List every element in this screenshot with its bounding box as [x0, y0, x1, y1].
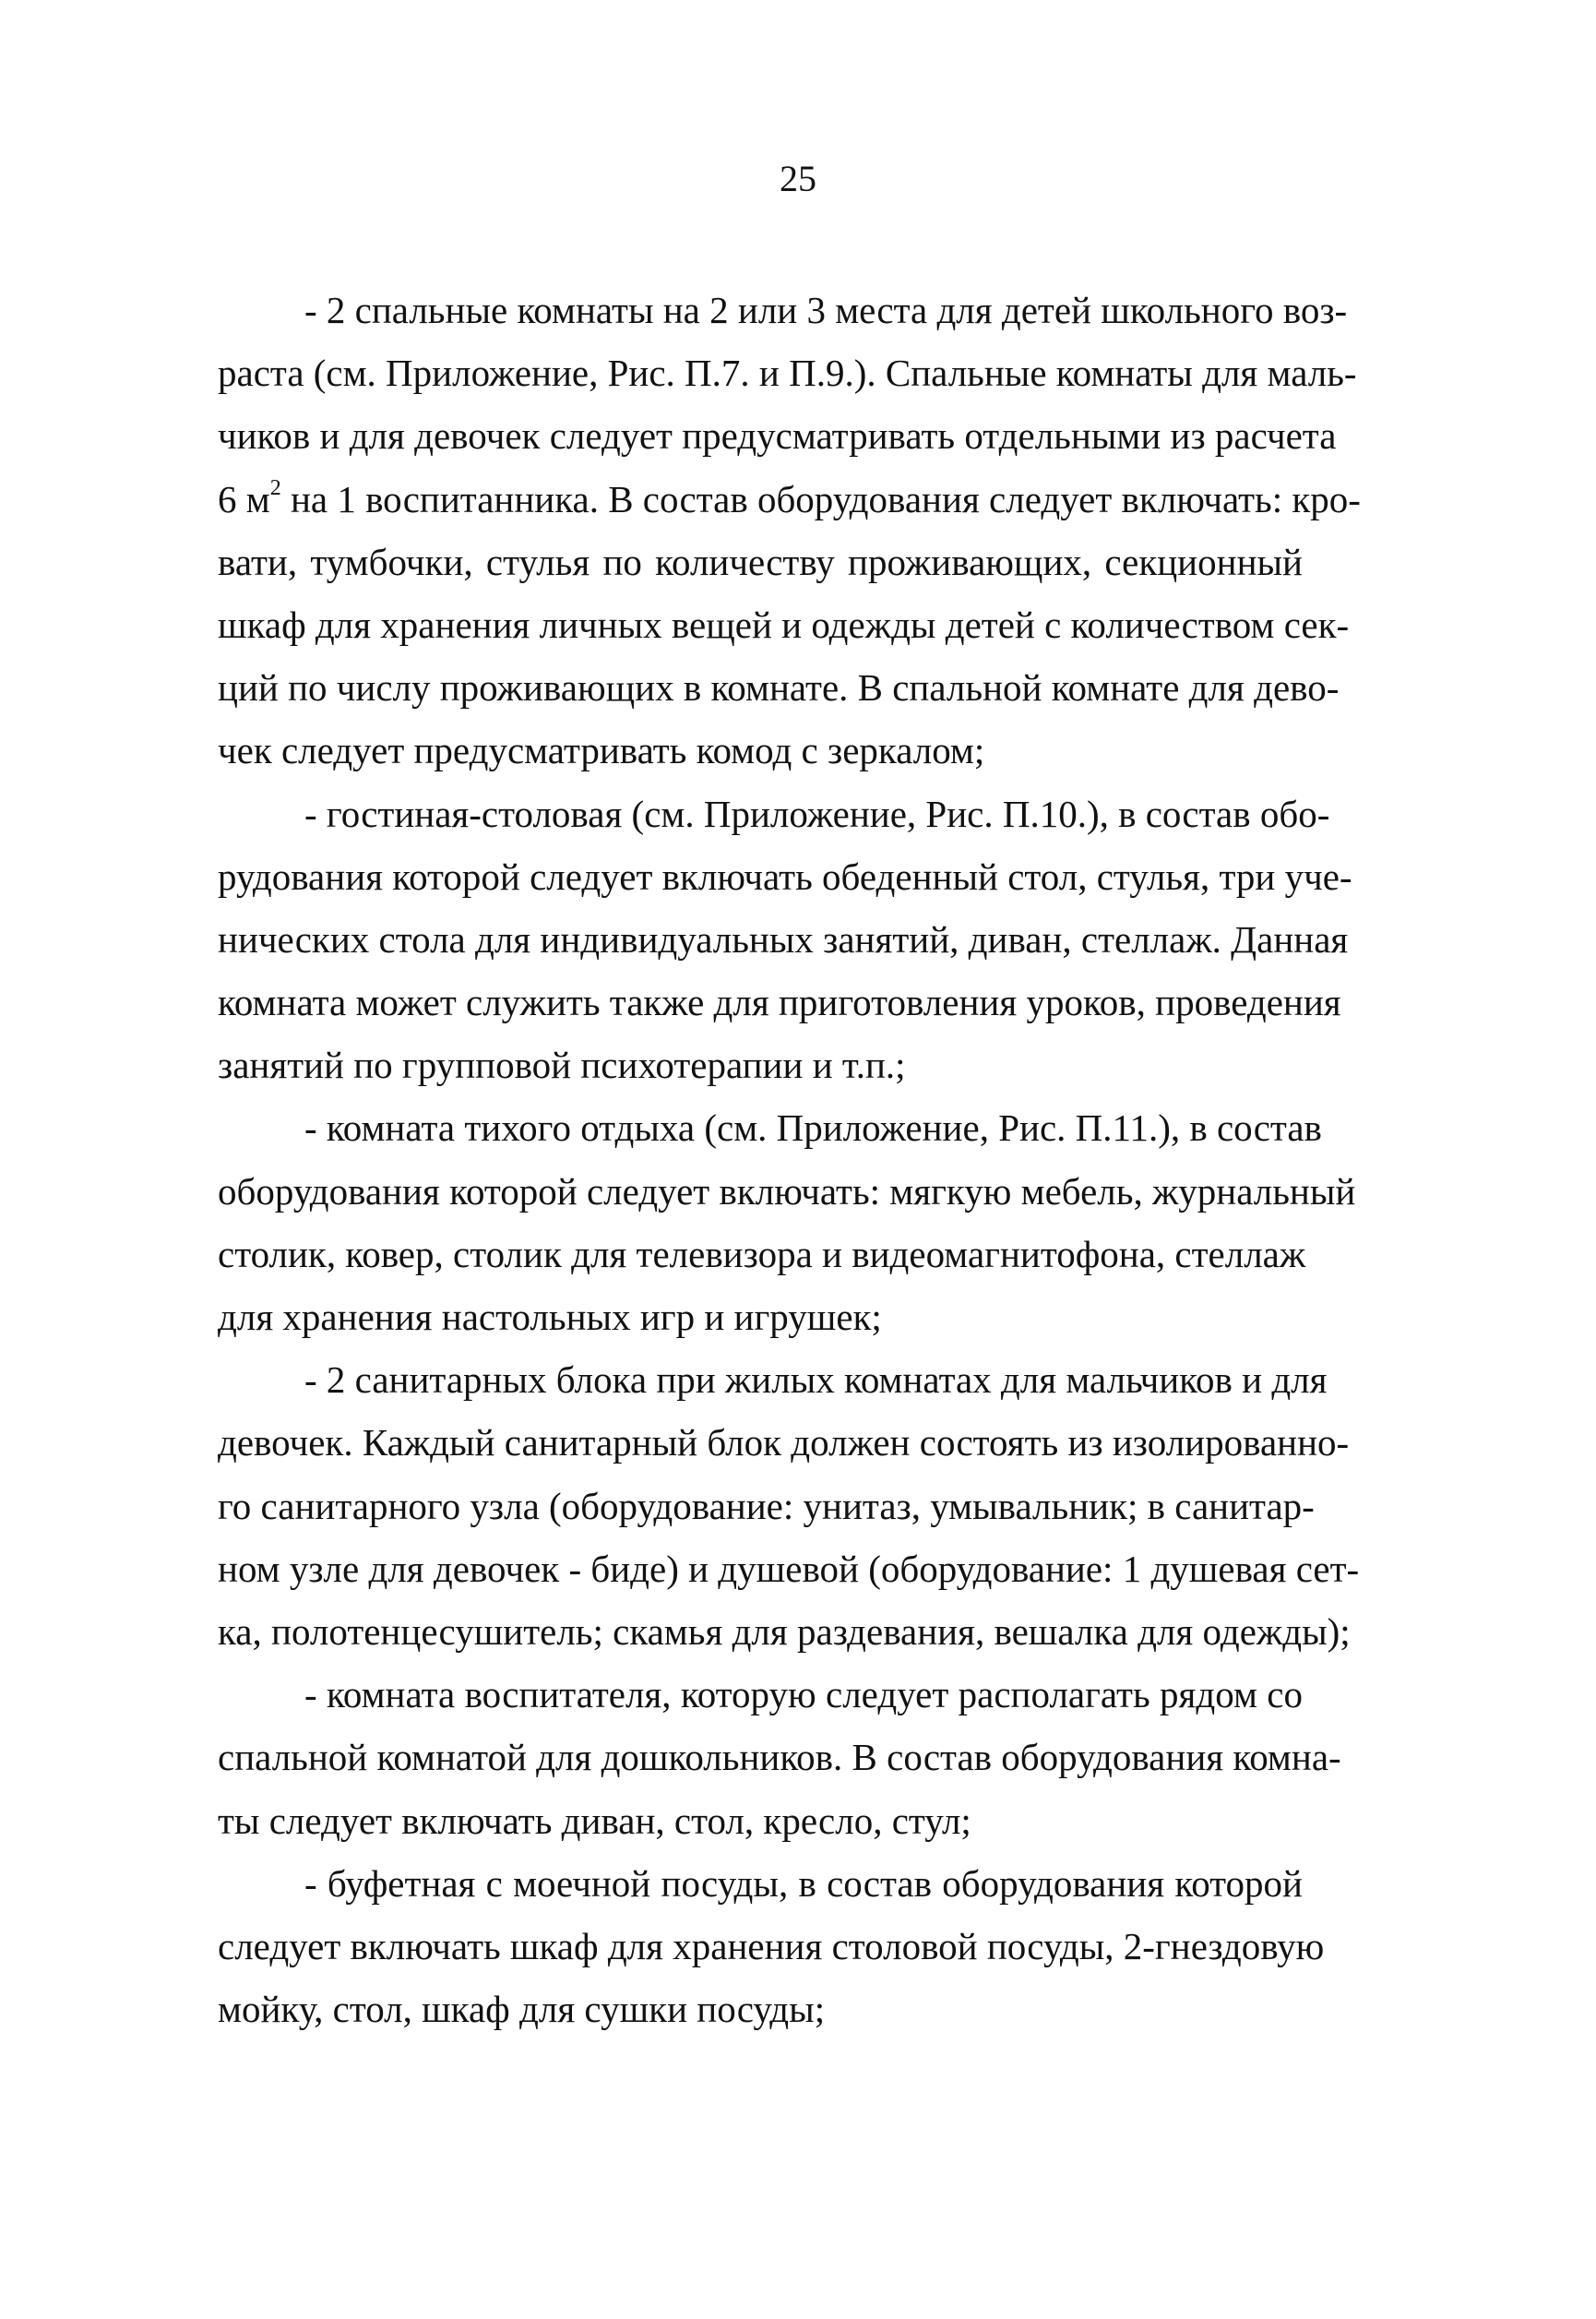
text-line: ты следует включать диван, стол, кресло, стул;: [218, 1799, 971, 1842]
paragraph-pantry: [218, 1852, 1325, 2041]
text-line: шкаф для хранения личных вещей и одежды детей с количеством сек-: [218, 603, 1350, 646]
text-line: раста (см. Приложение, Рис. П.7. и П.9.). Спальные комнаты для маль-: [218, 352, 1357, 395]
text-line: - 2 санитарных блока при жилых комнатах для мальчиков и для: [304, 1358, 1328, 1402]
superscript: 2: [269, 475, 281, 500]
text-line: чиков и для девочек следует предусматривать отдельными из расчета: [218, 414, 1337, 458]
page-number: 25: [780, 158, 816, 199]
text-line: - буфетная с моечной посуды, в состав оборудования которой: [304, 1861, 1303, 1905]
text-fragment: 6 м: [218, 477, 270, 520]
text-line: - гостиная-столовая (см. Приложение, Рис. П.10.), в состав обо-: [304, 792, 1330, 835]
text-line: го санитарного узла (оборудование: унитаз, умывальник; в санитар-: [218, 1484, 1315, 1527]
text-fragment: на 1 воспитанника. В состав оборудования следует включать: кро-: [280, 477, 1361, 520]
text-line: следует включать шкаф для хранения столовой посуды, 2-гнездовую: [218, 1924, 1325, 1967]
text-line: столик, ковер, столик для телевизора и видеомагнитофона, стеллаж: [218, 1232, 1306, 1275]
text-line: - 2 спальные комнаты на 2 или 3 места для детей школьного воз-: [304, 289, 1348, 331]
paragraph-living-dining: [218, 783, 1352, 1097]
text-line: ций по числу проживающих в комнате. В спальной комнате для дево-: [218, 666, 1340, 710]
paragraph-bedrooms: [218, 279, 1361, 783]
text-line: рудования которой следует включать обеденный стол, стулья, три уче-: [218, 855, 1352, 898]
body-text: [218, 279, 1361, 2040]
text-line: ном узле для девочек - биде) и душевой (оборудование: 1 душевая сет-: [218, 1547, 1360, 1590]
text-line: вати, тумбочки, стулья по количеству проживающих, секционный: [218, 540, 1303, 583]
text-line: занятий по групповой психотерапии и т.п.;: [218, 1044, 906, 1087]
text-line: комната может служить также для приготовления уроков, проведения: [218, 981, 1341, 1024]
text-line: оборудования которой следует включать: мягкую мебель, журнальный: [218, 1169, 1356, 1213]
text-line: чек следует предусматривать комод с зеркалом;: [218, 729, 985, 772]
text-line: для хранения настольных игр и игрушек;: [218, 1296, 882, 1338]
text-line: девочек. Каждый санитарный блок должен состоять из изолированно-: [218, 1421, 1350, 1464]
text-line: - комната воспитателя, которую следует располагать рядом со: [304, 1673, 1303, 1716]
paragraph-sanitary: [218, 1348, 1360, 1663]
text-line: [218, 468, 1361, 531]
text-line: нических стола для индивидуальных занятий, диван, стеллаж. Данная: [218, 917, 1349, 961]
text-line: спальной комнатой для дошкольников. В состав оборудования комна-: [218, 1736, 1341, 1779]
paragraph-caregiver-room: [218, 1663, 1341, 1852]
paragraph-quiet-room: [218, 1096, 1356, 1348]
text-line: ка, полотенцесушитель; скамья для раздевания, вешалка для одежды);: [218, 1609, 1351, 1653]
text-line: - комната тихого отдыха (см. Приложение, Рис. П.11.), в состав: [304, 1106, 1322, 1150]
text-line: мойку, стол, шкаф для сушки посуды;: [218, 1988, 826, 2031]
